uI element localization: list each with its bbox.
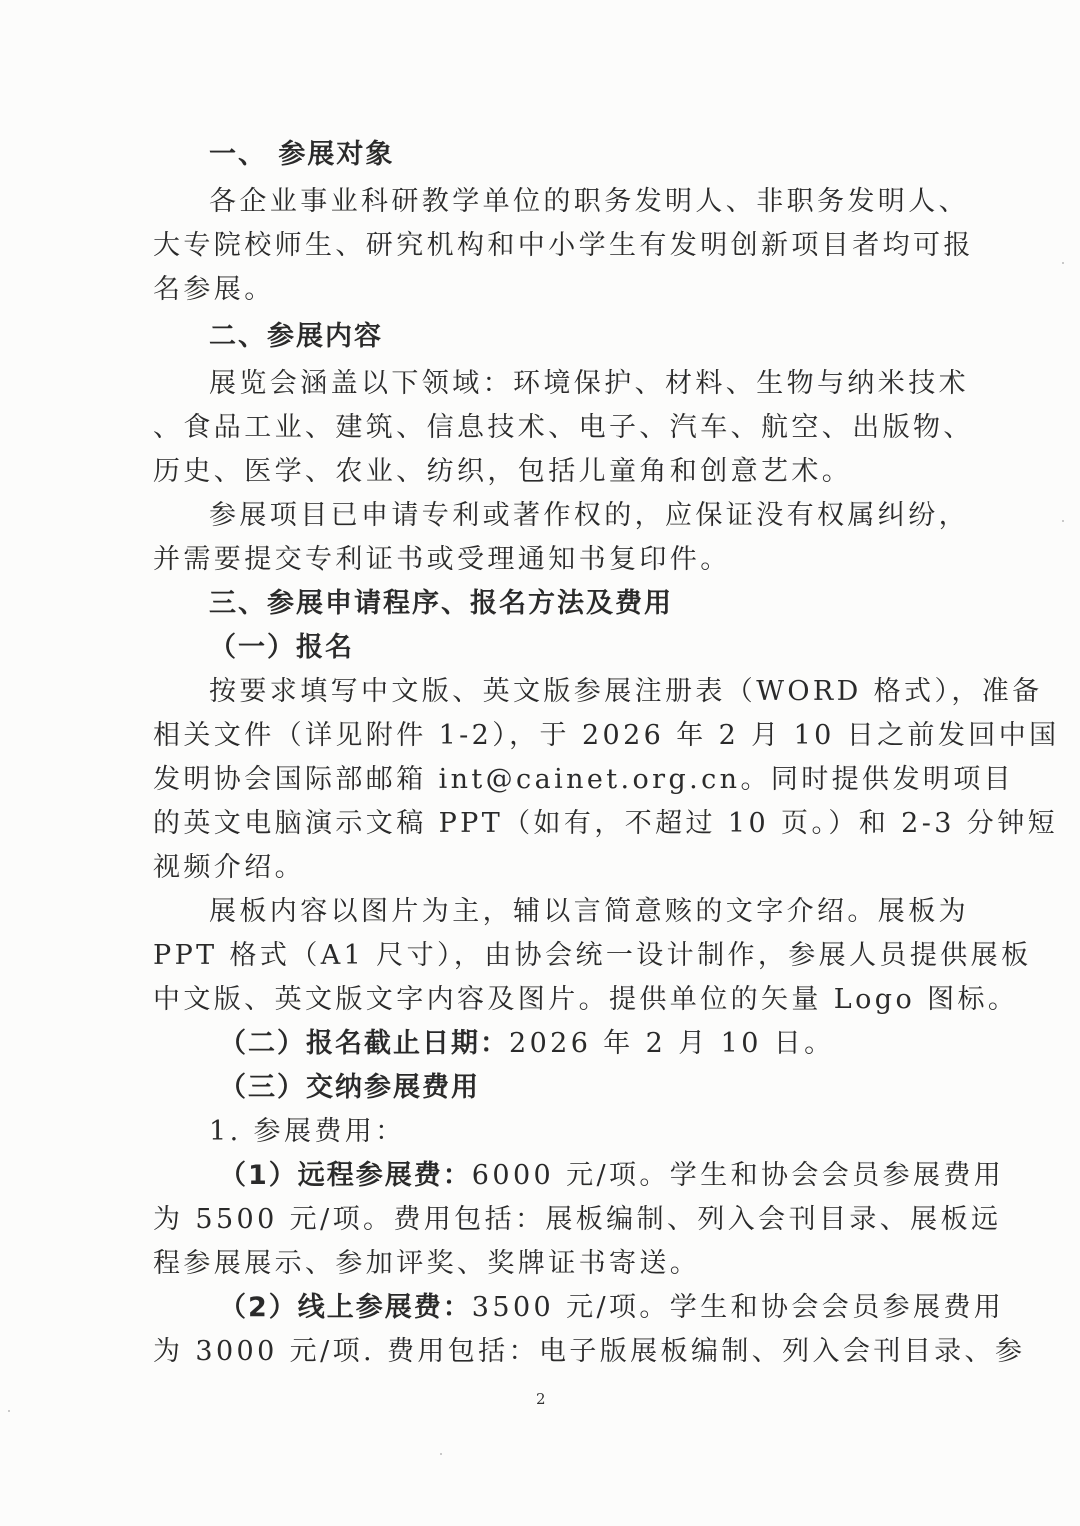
paragraph-line: 视频介绍。 (153, 852, 305, 883)
paragraph-line: 、食品工业、建筑、信息技术、电子、汽车、航空、出版物、 (153, 412, 974, 443)
deadline-label: （二）报名截止日期： (219, 1028, 509, 1059)
fee-item-heading: 1. 参展费用： (209, 1116, 406, 1147)
paragraph-line: 各企业事业科研教学单位的职务发明人、非职务发明人、 (209, 186, 969, 217)
paragraph-line: 展览会涵盖以下领域：环境保护、材料、生物与纳米技术 (209, 368, 969, 399)
paragraph-line: 名参展。 (153, 274, 275, 305)
paragraph-line: 参展项目已申请专利或著作权的，应保证没有权属纠纷， (209, 500, 969, 531)
paragraph-line: 为 3000 元/项. 费用包括：电子版展板编制、列入会刊目录、参 (153, 1336, 1026, 1367)
document-body (153, 130, 1060, 1374)
paragraph-line: 相关文件（详见附件 1-2），于 2026 年 2 月 10 日之前发回中国 (153, 720, 1060, 751)
online-fee-line (153, 1286, 1005, 1330)
deadline-value: 2026 年 2 月 10 日。 (509, 1028, 835, 1059)
paragraph-line: 展板内容以图片为主，辅以言简意赅的文字介绍。展板为 (209, 896, 969, 927)
subsection-heading-registration: （一）报名 (209, 632, 354, 663)
section-heading-2: 二、参展内容 (209, 321, 383, 352)
paragraph-line: 程参展展示、参加评奖、奖牌证书寄送。 (153, 1248, 701, 1279)
remote-fee-line (153, 1154, 1005, 1198)
scan-speck (1062, 262, 1064, 264)
paragraph-line: 并需要提交专利证书或受理通知书复印件。 (153, 544, 731, 575)
deadline-line (153, 1022, 943, 1066)
paragraph-line: PPT 格式（A1 尺寸），由协会统一设计制作，参展人员提供展板 (153, 940, 1032, 971)
paragraph-line: 历史、医学、农业、纺织，包括儿童角和创意艺术。 (153, 456, 853, 487)
online-fee-label: （2）线上参展费： (219, 1292, 472, 1323)
paragraph-line: 按要求填写中文版、英文版参展注册表（WORD 格式），准备 (209, 676, 1043, 707)
page-number: 2 (536, 1390, 546, 1408)
online-fee-text: 3500 元/项。学生和协会会员参展费用 (471, 1292, 1005, 1323)
paragraph-line: 的英文电脑演示文稿 PPT（如有，不超过 10 页。）和 2-3 分钟短 (153, 808, 1058, 839)
remote-fee-text: 6000 元/项。学生和协会会员参展费用 (471, 1160, 1005, 1191)
section-heading-3: 三、参展申请程序、报名方法及费用 (209, 588, 673, 619)
subsection-heading-fees: （三）交纳参展费用 (219, 1072, 480, 1103)
scan-speck (440, 1453, 442, 1455)
paragraph-line: 中文版、英文版文字内容及图片。提供单位的矢量 Logo 图标。 (153, 984, 1019, 1015)
scan-speck (1062, 520, 1064, 522)
section-heading-1: 一、 参展对象 (209, 139, 395, 170)
paragraph-line: 大专院校师生、研究机构和中小学生有发明创新项目者均可报 (153, 230, 974, 261)
remote-fee-label: （1）远程参展费： (219, 1160, 472, 1191)
paragraph-line: 发明协会国际部邮箱 int@cainet.org.cn。同时提供发明项目 (153, 764, 1015, 795)
paragraph-line: 为 5500 元/项。费用包括：展板编制、列入会刊目录、展板远 (153, 1204, 1002, 1235)
scan-speck (8, 1410, 10, 1412)
